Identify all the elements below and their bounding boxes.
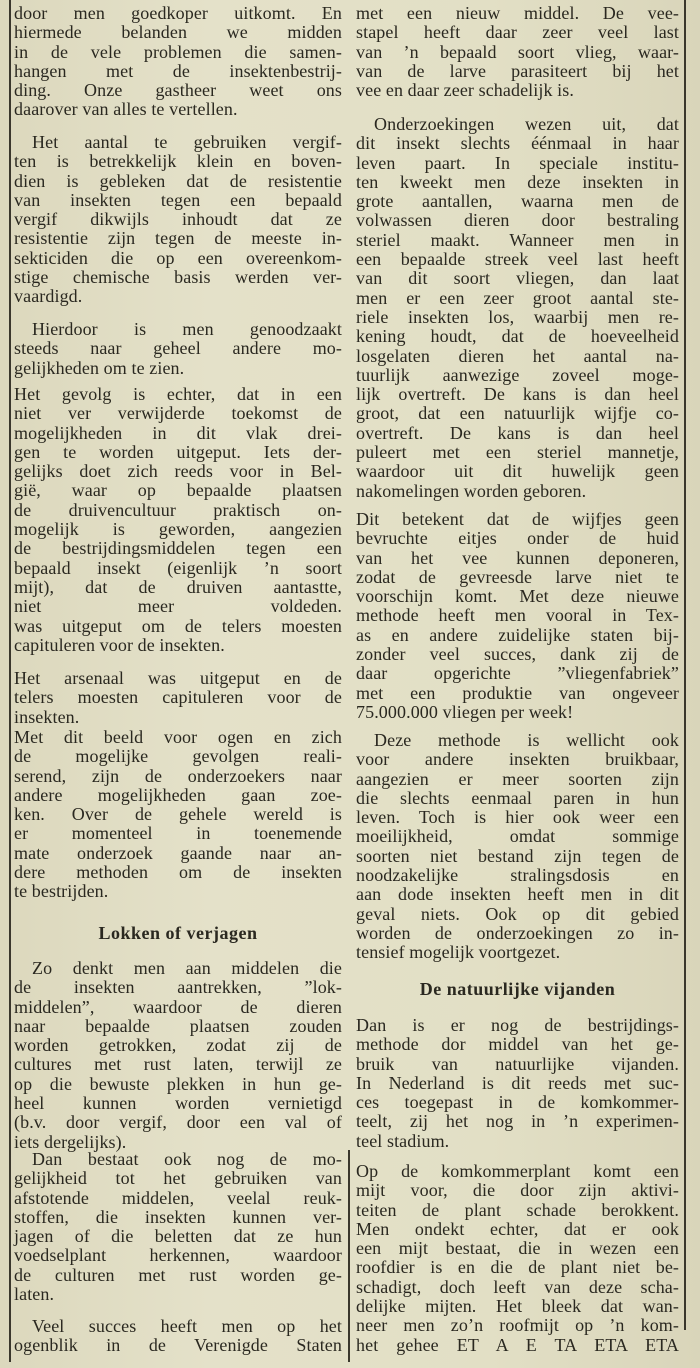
column-rule-middle	[348, 1150, 350, 1362]
text-line: Hierdoor is men genoodzaakt	[32, 319, 342, 339]
paragraph	[356, 1162, 679, 1355]
text-line: ding. Onze gastheer weet ons	[14, 80, 342, 101]
text-line: voor andere insekten bruikbaar,	[356, 749, 679, 770]
text-line: methode dor middel van het ge-	[356, 1034, 679, 1055]
text-line: tensief mogelijk voortgezet.	[356, 942, 561, 963]
text-line: Met dit beeld voor ogen en zich	[14, 727, 342, 747]
text-line: de bestrijdingsmiddelen tegen een	[14, 538, 342, 559]
text-line: heel kunnen worden vernietigd	[14, 1093, 342, 1114]
text-line: met een nieuw middel. De vee-	[356, 3, 679, 23]
text-line: door men goedkoper uitkomt. En	[14, 3, 342, 23]
text-line: de mogelijke gevolgen reali-	[14, 746, 342, 767]
text-line: naar bepaalde plaatsen zouden	[14, 1015, 342, 1036]
paragraph	[14, 385, 342, 655]
text-line: middelen”, waardoor de dieren	[14, 996, 342, 1017]
paragraph	[14, 1317, 342, 1356]
text-line: met een produktie van ongeveer	[356, 682, 679, 703]
text-line: voedselplant herkennen, waardoor	[14, 1245, 342, 1266]
text-line: mogelijkheden in dit vlak drei-	[14, 422, 342, 443]
text-line: Het aantal te gebruiken vergif-	[32, 132, 342, 152]
text-line: gelijkheid tot het gebruiken van	[14, 1168, 342, 1189]
text-line: 75.000.000 vliegen per week!	[356, 701, 574, 722]
text-line: worden de onderzoekingen zo in-	[356, 922, 679, 943]
text-line: van insekten tegen een bepaald	[14, 189, 342, 210]
text-line: stige chemische basis werden ver-	[14, 267, 342, 288]
text-line: Deze methode is wellicht ook	[374, 730, 679, 750]
text-line: vaardigd.	[14, 286, 83, 307]
section-heading	[356, 980, 679, 999]
text-line: vergif dikwijls inhoudt dat ze	[14, 209, 342, 230]
text-line: van het vee kunnen deponeren,	[356, 547, 679, 568]
text-line: bruik van natuurlijke vijanden.	[356, 1053, 679, 1074]
text-line: voorschijn komt. Met deze nieuwe	[356, 586, 679, 607]
text-line: capituleren voor de insekten.	[14, 634, 225, 655]
heading-text: De natuurlijke vijanden	[419, 979, 616, 999]
text-line: aangezien er meer soorten zijn	[356, 768, 679, 789]
text-line: Op de komkommerplant komt een	[356, 1161, 679, 1181]
text-line: gelijks doet zich reeds voor in Bel-	[14, 461, 342, 482]
text-line: losgelaten dieren het aantal na-	[356, 345, 679, 366]
text-line: een bepaalde streek veel last heeft	[356, 249, 679, 270]
paragraph	[14, 1150, 342, 1304]
text-line: mogelijk is geworden, aangezien	[14, 519, 342, 540]
text-line: niet meer voldeden.	[14, 596, 342, 617]
text-line: gen te worden uitgeput. Iets der-	[14, 441, 342, 462]
text-line: insekten.	[14, 706, 80, 727]
text-line: dere methoden om de insekten	[14, 862, 342, 883]
paragraph	[14, 669, 342, 727]
text-line: ces toegepast in de komkommer-	[356, 1092, 679, 1113]
text-line: Onderzoekingen wezen uit, dat	[374, 114, 679, 134]
text-line: telers moesten capituleren voor de	[14, 687, 342, 708]
text-line: puleert met een steriel mannetje,	[356, 442, 679, 463]
paragraph	[356, 731, 679, 963]
text-line: ten kweekt men deze insekten in	[356, 171, 679, 192]
text-line: zodat de gevreesde larve niet te	[356, 566, 679, 587]
text-line: ken. Over de gehele wereld is	[14, 804, 342, 825]
paragraph	[356, 510, 679, 722]
text-line: aan dode insekten heeft men in dit	[356, 884, 679, 905]
text-line: tuurlijk aanwezige zoveel moge-	[356, 364, 679, 385]
text-line: de druivencultuur praktisch on-	[14, 499, 342, 520]
text-line: kening houdt, dat de hoeveelheid	[356, 326, 679, 347]
text-line: delijke mijten. Het bleek dat wan-	[356, 1296, 679, 1317]
text-line: Veel succes heeft men op het	[32, 1316, 342, 1336]
text-line: leven. Toch is hier ook weer een	[356, 807, 679, 828]
text-line: neer men zo’n roofmijt op ’n kom-	[356, 1315, 679, 1336]
text-line: steriel maakt. Wanneer men in	[356, 229, 679, 250]
text-line: In Nederland is dit reeds met suc-	[356, 1072, 679, 1093]
text-line: moeilijkheid, omdat sommige	[356, 826, 679, 847]
column-rule-left	[9, 0, 11, 1362]
paragraph	[14, 320, 342, 378]
text-line: afstotende middelen, veelal reuk-	[14, 1187, 342, 1208]
paragraph	[356, 115, 679, 501]
text-line: mate onderzoek gaande naar an-	[14, 842, 342, 863]
text-line: mijt), dat de druiven aantastte,	[14, 576, 342, 597]
text-line: stapel heeft daar zeer veel last	[356, 22, 679, 43]
text-line: nakomelingen worden geboren.	[356, 480, 587, 501]
text-line: schadigt, doch leeft van deze scha-	[356, 1276, 679, 1297]
text-line: teel stadium.	[356, 1130, 450, 1151]
text-line: leven paart. In speciale institu-	[356, 152, 679, 173]
paragraph	[14, 4, 342, 120]
text-line: daar opgerichte ”vliegenfabriek”	[356, 663, 679, 684]
text-line: methode heeft men vooral in Tex-	[356, 605, 679, 626]
text-line: geval niets. Ook op dit gebied	[356, 903, 679, 924]
text-line: was uitgeput om de telers moesten	[14, 615, 342, 636]
text-line: steeds naar geheel andere mo-	[14, 338, 342, 359]
text-line: overtreft. De kans is dan heel	[356, 422, 679, 443]
text-line: gië, waar op bepaalde plaatsen	[14, 480, 342, 501]
text-line: van dit soort vliegen, dan laat	[356, 268, 679, 289]
text-line: andere mogelijkheden gaan zoe-	[14, 784, 342, 805]
text-line: op die bewuste plekken in hun ge-	[14, 1073, 342, 1094]
text-line: Dit betekent dat de wijfjes geen	[356, 509, 679, 529]
paragraph	[356, 4, 679, 100]
text-line: niet ver verwijderde toekomst de	[14, 403, 342, 424]
text-line: Het gevolg is echter, dat in een	[14, 384, 342, 404]
text-line: soorten niet bestand zijn tegen de	[356, 845, 679, 866]
text-line: te bestrijden.	[14, 881, 109, 902]
text-line: stoffen, die insekten kunnen ver-	[14, 1206, 342, 1227]
text-line: mijt voor, die door zijn aktivi-	[356, 1180, 679, 1201]
text-line: noodzakelijke stralingsdosis en	[356, 865, 679, 886]
text-line: er momenteel in toenemende	[14, 823, 342, 844]
text-line: ten is betrekkelijk klein en boven-	[14, 151, 342, 172]
text-line: waardoor uit dit huwelijk geen	[356, 461, 679, 482]
text-line: teelt, zij het nog in ’n experimen-	[356, 1111, 679, 1132]
text-line: bevruchte eitjes onder de huid	[356, 528, 679, 549]
text-line: dien is gebleken dat de resistentie	[14, 170, 342, 191]
text-line: de culturen met rust worden ge-	[14, 1264, 342, 1285]
text-line: die slechts eenmaal paren in hun	[356, 787, 679, 808]
text-line: (b.v. door vergif, door een val of	[14, 1112, 342, 1133]
text-line: resistentie zijn tegen de meeste in-	[14, 228, 342, 249]
text-line: men er een zeer groot aantal ste-	[356, 287, 679, 308]
text-line: bepaald insekt (eigenlijk ’n soort	[14, 557, 342, 578]
paragraph	[14, 728, 342, 902]
text-line: volwassen dieren door bestraling	[356, 210, 679, 231]
heading-text: Lokken of verjagen	[98, 923, 258, 943]
text-line: zonder veel succes, dank zij de	[356, 644, 679, 665]
text-line: laten.	[14, 1284, 55, 1305]
text-line: Dan is er nog de bestrijdings-	[356, 1015, 679, 1035]
text-line: as en andere zuidelijke staten bij-	[356, 624, 679, 645]
text-line: dit insekt slechts éénmaal in haar	[356, 133, 679, 154]
text-line: ogenblik in de Verenigde Staten	[14, 1335, 342, 1356]
text-line: jagen of die beletten dat ze hun	[14, 1226, 342, 1247]
text-line: Zo denkt men aan middelen die	[32, 958, 342, 978]
text-line: roofdier is en die de plant niet be-	[356, 1257, 679, 1278]
text-line: Dan bestaat ook nog de mo-	[32, 1149, 342, 1169]
text-line: Het arsenaal was uitgeput en de	[14, 668, 342, 688]
text-line: iets dergelijks).	[14, 1131, 127, 1152]
text-line: van ’n bepaald soort vlieg, waar-	[356, 41, 679, 62]
text-line: cultures met rust laten, terwijl ze	[14, 1054, 342, 1075]
text-line: daarover van alles te vertellen.	[14, 99, 238, 120]
text-line: hiermede belanden we midden	[14, 22, 342, 43]
text-line: van de larve parasiteert bij het	[356, 60, 679, 81]
text-line: lijk overtreft. De kans is dan heel	[356, 384, 679, 405]
paragraph	[14, 133, 342, 307]
text-line: worden getrokken, zodat zij de	[14, 1035, 342, 1056]
text-line: gelijkheden om te zien.	[14, 357, 185, 378]
text-line: grote aantallen, waarna men de	[356, 191, 679, 212]
text-line: in de vele problemen die samen-	[14, 41, 342, 62]
paragraph	[356, 1016, 679, 1151]
text-line: groot, dat een natuurlijk wijfje co-	[356, 403, 679, 424]
text-line: een mijt bestaat, die in wezen een	[356, 1238, 679, 1259]
text-line: teiten de plant schade berokkent.	[356, 1199, 679, 1220]
text-line: Men ondekt echter, dat er ook	[356, 1218, 679, 1239]
text-line: hangen met de insektenbestrij-	[14, 60, 342, 81]
column-rule-right	[684, 0, 686, 1330]
text-line: serend, zijn de onderzoekers naar	[14, 765, 342, 786]
paragraph	[14, 959, 342, 1152]
section-heading	[14, 924, 342, 943]
text-line: de insekten aantrekken, ”lok-	[14, 977, 342, 998]
text-line: sekticiden die op een overeenkom-	[14, 247, 342, 268]
text-line: het gehee ET A E TA ETA ETA	[356, 1334, 679, 1355]
text-line: vee en daar zeer schadelijk is.	[356, 80, 574, 101]
text-line: riele insekten los, waarbij men re-	[356, 306, 679, 327]
